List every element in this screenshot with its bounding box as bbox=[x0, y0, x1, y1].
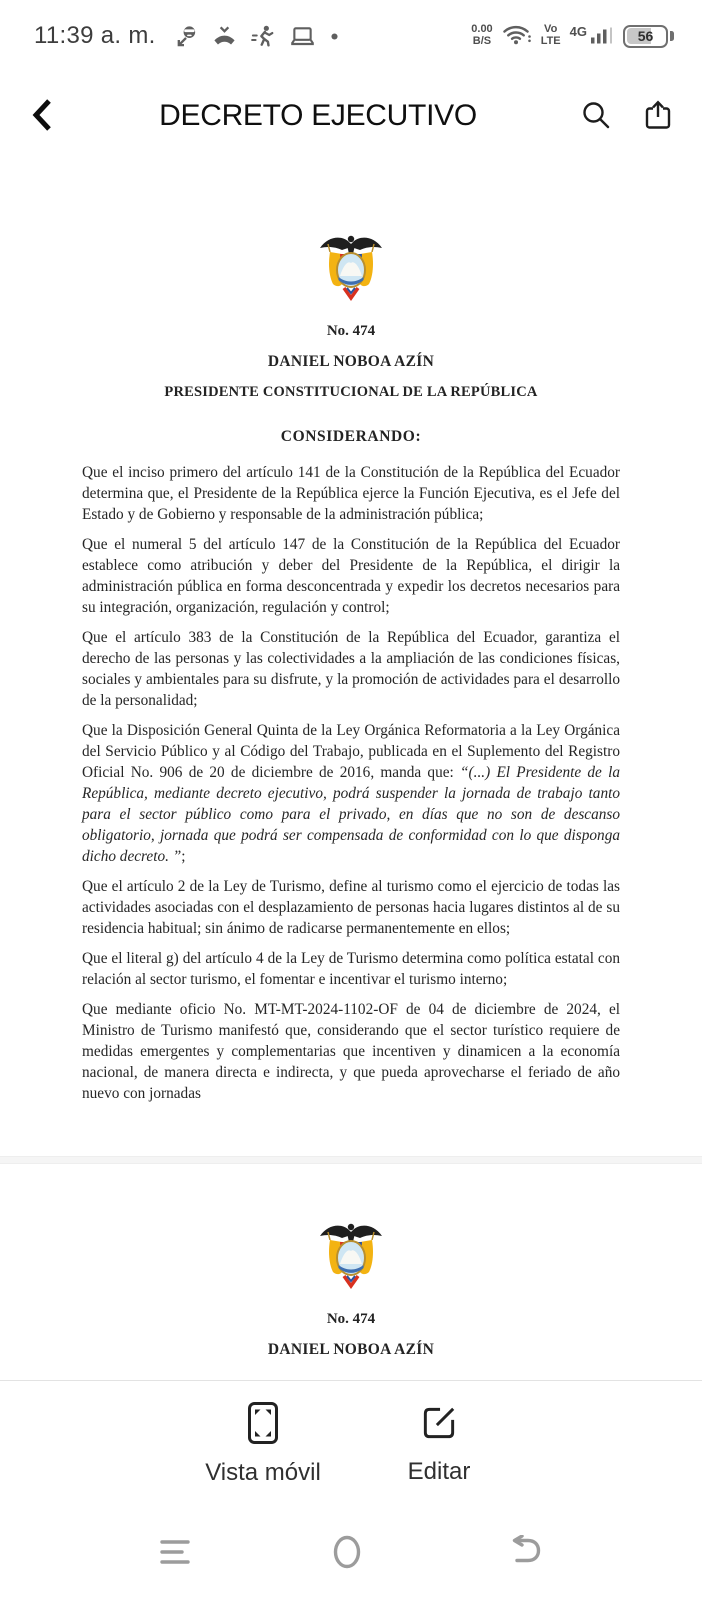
bottom-toolbar bbox=[0, 1380, 702, 1506]
document-page-2 bbox=[0, 1164, 702, 1380]
document-page-1 bbox=[0, 166, 702, 1156]
data-rate-indicator: 0.00 B/S bbox=[471, 23, 493, 47]
contact-arrow-icon bbox=[174, 24, 199, 49]
edit-button[interactable] bbox=[374, 1402, 504, 1486]
document-viewport[interactable] bbox=[0, 166, 702, 1380]
paragraph bbox=[82, 720, 620, 867]
battery-percent: 56 bbox=[637, 28, 654, 44]
battery-nub bbox=[670, 31, 674, 41]
app-bar bbox=[0, 66, 702, 166]
search-button[interactable] bbox=[580, 99, 612, 134]
recents-menu-button[interactable] bbox=[158, 1537, 192, 1570]
runner-icon bbox=[250, 24, 275, 49]
decree-number: No. 474 bbox=[326, 1311, 376, 1327]
back-button[interactable] bbox=[30, 97, 56, 136]
clock: 11:39 a. m. bbox=[34, 22, 156, 49]
laptop-icon bbox=[288, 25, 317, 48]
section-heading: CONSIDERANDO: bbox=[280, 428, 422, 445]
notification-dot bbox=[330, 32, 339, 41]
ecuador-coat-of-arms bbox=[0, 1218, 702, 1298]
page-separator bbox=[0, 1156, 702, 1164]
status-notification-icons bbox=[174, 24, 339, 49]
quoted-legal-text: “(...) El Presidente de la República, mediante decreto ejecutivo, podrá suspender la jornada de trabajo tanto para el sector público como para el privado, en días que no son de descanso obligatorio, jornada que podrá ser compensada de conformidad con lo que disponga dicho decreto. ” bbox=[82, 764, 620, 865]
status-bar bbox=[0, 0, 702, 66]
decree-number: No. 474 bbox=[326, 323, 376, 339]
paragraph: Que el artículo 2 de la Ley de Turismo, define al turismo como el ejercicio de todas las actividades asociadas con el desplazamiento de personas hacia lugares distintos al de su residencia habitual; sin ánimo de radicarse permanentemente en ellos; bbox=[82, 878, 620, 937]
home-button[interactable] bbox=[330, 1532, 364, 1575]
app-bar-actions bbox=[580, 99, 674, 134]
paragraph: Que el literal g) del artículo 4 de la Ley de Turismo determina como política estatal con relación al sector turismo, el fomentar e incentivar el turismo interno; bbox=[82, 950, 620, 988]
president-name: DANIEL NOBOA AZÍN bbox=[267, 353, 435, 370]
ecuador-coat-of-arms bbox=[82, 230, 620, 310]
paragraph: Que el artículo 383 de la Constitución de la República del Ecuador, garantiza el derecho de las personas y las colectividades a la ampliación de las condiciones físicas, sociales y ambientales para su disfrute, y la promoción de actividades para el desarrollo de la personalidad; bbox=[82, 629, 620, 709]
menu-icon bbox=[158, 1537, 192, 1570]
nav-back-icon bbox=[502, 1535, 544, 1572]
paragraph-lead: Que la Disposición General Quinta de la Ley Orgánica Reformatoria a la Ley Orgánica del Servicio Público y al Código del Trabajo, publicada en el Suplemento del Registro Oficial No. 906 de 20 de diciembre de 2016, manda que: bbox=[82, 722, 620, 781]
share-button[interactable] bbox=[642, 99, 674, 134]
status-system-icons bbox=[471, 23, 676, 50]
paragraph: Que el inciso primero del artículo 141 de la Constitución de la República del Ecuador determina que, el Presidente de la República ejerce la Función Ejecutiva, es el Jefe del Estado y de Gobierno y responsable de la administración pública; bbox=[82, 464, 620, 523]
cellular-signal bbox=[570, 23, 614, 50]
mobile-view-icon bbox=[244, 1401, 282, 1448]
network-type-label: 4G bbox=[569, 23, 587, 39]
president-name: DANIEL NOBOA AZÍN bbox=[267, 1341, 435, 1358]
nav-back-button[interactable] bbox=[502, 1535, 544, 1572]
decree-body bbox=[82, 462, 620, 1104]
system-navigation-bar bbox=[0, 1506, 702, 1600]
edit-icon bbox=[418, 1402, 460, 1447]
back-icon bbox=[30, 97, 56, 136]
mobile-view-label: Vista móvil bbox=[205, 1458, 321, 1486]
mobile-view-button[interactable] bbox=[198, 1401, 328, 1487]
share-icon bbox=[642, 99, 674, 134]
president-title: PRESIDENTE CONSTITUCIONAL DE LA REPÚBLICA bbox=[164, 384, 538, 400]
wifi-icon bbox=[502, 23, 532, 50]
paragraph: Que mediante oficio No. MT-MT-2024-1102-OF de 04 de diciembre de 2024, el Ministro de Turismo manifestó que, considerando que el sector turístico requiere de medidas emergentes y complementarias que incentiven y dinamicen a la economía nacional, de manera directa e indirecta, y que pueda aprovecharse el feriado de año nuevo con jornadas bbox=[82, 1001, 620, 1102]
signal-bars-icon bbox=[589, 23, 614, 50]
battery-indicator bbox=[623, 25, 668, 48]
page-title: DECRETO EJECUTIVO bbox=[159, 99, 477, 132]
volte-indicator: Vo LTE bbox=[540, 23, 561, 47]
home-icon bbox=[330, 1532, 364, 1575]
missed-call-icon bbox=[212, 24, 237, 48]
paragraph: Que el numeral 5 del artículo 147 de la Constitución de la República del Ecuador establece como atribución y deber del Presidente de la República, el dirigir la administración pública en forma desconcentrada y expedir los decretos necesarios para su integración, organización, regulación y control; bbox=[82, 536, 620, 616]
paragraph-tail: ; bbox=[181, 848, 186, 865]
search-icon bbox=[580, 99, 612, 134]
edit-label: Editar bbox=[407, 1457, 471, 1485]
